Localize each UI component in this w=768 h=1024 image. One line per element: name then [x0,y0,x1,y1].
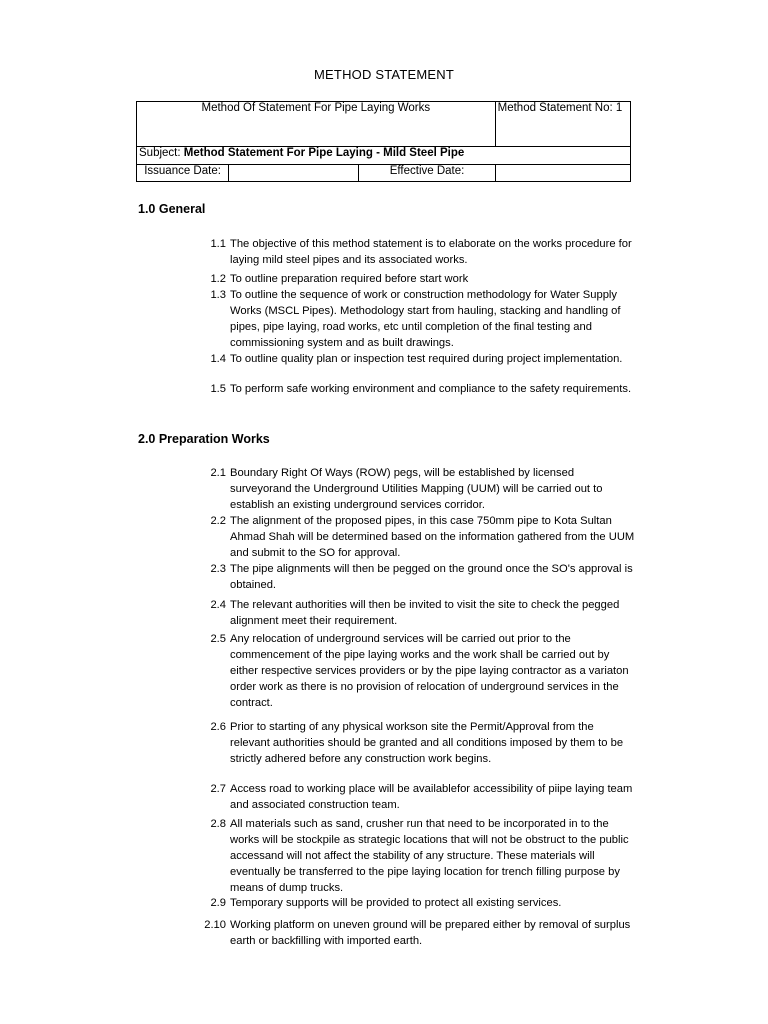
item-number: 2.7 [210,783,226,795]
item-text: Boundary Right Of Ways (ROW) pegs, will be established by licensed surveyorand the Underground Utilities Mapping (UUM) will be carried out to establish an existing underground services corridor. [230,467,603,511]
list-item [196,631,636,711]
item-text: All materials such as sand, crusher run that need to be incorporated in to the works will be stockpile as strategic locations that will not be obstruct to the public accessand will not affect the stability of any structure. These materials will eventually be transferred to the pipe laying location for trench filling purpose by means of dump trucks. [230,818,629,894]
issuance-date-label: Issuance Date: [137,165,229,182]
effective-date-label: Effective Date: [359,165,495,182]
item-number: 1.2 [210,273,226,285]
item-number: 2.8 [210,818,226,830]
item-number: 1.4 [210,353,226,365]
page-title: METHOD STATEMENT [314,67,454,82]
list-item [196,781,636,813]
list-item [196,895,636,911]
item-text: Any relocation of underground services will be carried out prior to the commencement of the pipe laying works and the work shall be carried out by either respective services providers or by the pipe laying contractor as a variaton order work as there is no provision of relocation of underground services in the contract. [230,633,629,709]
item-number: 1.1 [210,238,226,250]
list-item [196,513,636,561]
item-text: The pipe alignments will then be pegged on the ground once the SO's approval is obtained. [230,563,633,591]
document-title-cell: Method Of Statement For Pipe Laying Works [137,102,496,147]
list-item [196,597,636,629]
list-item [196,381,636,397]
subject-cell [137,147,631,165]
item-text: Temporary supports will be provided to protect all existing services. [230,897,562,909]
item-text: Working platform on uneven ground will be prepared either by removal of surplus earth or backfilling with imported earth. [230,919,631,947]
section-heading-general: 1.0 General [138,202,206,216]
item-text: To outline quality plan or inspection test required during project implementation. [230,353,623,365]
item-number: 1.3 [210,289,226,301]
item-number: 2.5 [210,633,226,645]
item-number: 2.4 [210,599,226,611]
header-table [136,101,631,182]
item-number: 2.10 [204,919,226,931]
issuance-date-value [229,165,359,182]
section-heading-preparation: 2.0 Preparation Works [138,432,270,446]
item-number: 2.6 [210,721,226,733]
list-item [196,816,636,896]
subject-label: Subject: [139,147,181,159]
item-text: The alignment of the proposed pipes, in this case 750mm pipe to Kota Sultan Ahmad Shah will be determined based on the information gathered from the UUM and submit to the SO for approval. [230,515,635,559]
item-number: 1.5 [210,383,226,395]
item-text: To outline the sequence of work or construction methodology for Water Supply Works (MSCL Pipes). Methodology start from hauling, stacking and handling of pipes, pipe laying, road works, etc until completion of the final testing and commissioning system and as built drawings. [230,289,621,349]
list-item [196,351,636,367]
method-statement-number: Method Statement No: 1 [495,102,630,147]
list-item [196,719,636,767]
item-text: Access road to working place will be availablefor accessibility of piipe laying team and associated construction team. [230,783,633,811]
list-item [196,236,636,268]
item-number: 2.3 [210,563,226,575]
list-item [196,465,636,513]
item-text: To outline preparation required before start work [230,273,469,285]
item-number: 2.9 [210,897,226,909]
list-item [196,917,636,949]
list-item [196,287,636,351]
list-item [196,271,636,287]
subject-value: Method Statement For Pipe Laying - Mild Steel Pipe [183,147,465,159]
item-text: To perform safe working environment and compliance to the safety requirements. [230,383,632,395]
effective-date-value [495,165,630,182]
item-number: 2.2 [210,515,226,527]
item-number: 2.1 [210,467,226,479]
item-text: Prior to starting of any physical workson site the Permit/Approval from the relevant authorities should be granted and all conditions imposed by them to be strictly adhered before any construction work begins. [230,721,624,765]
item-text: The relevant authorities will then be invited to visit the site to check the pegged alignment meet their requirement. [230,599,620,627]
item-text: The objective of this method statement is to elaborate on the works procedure for laying mild steel pipes and its associated works. [230,238,632,266]
list-item [196,561,636,593]
